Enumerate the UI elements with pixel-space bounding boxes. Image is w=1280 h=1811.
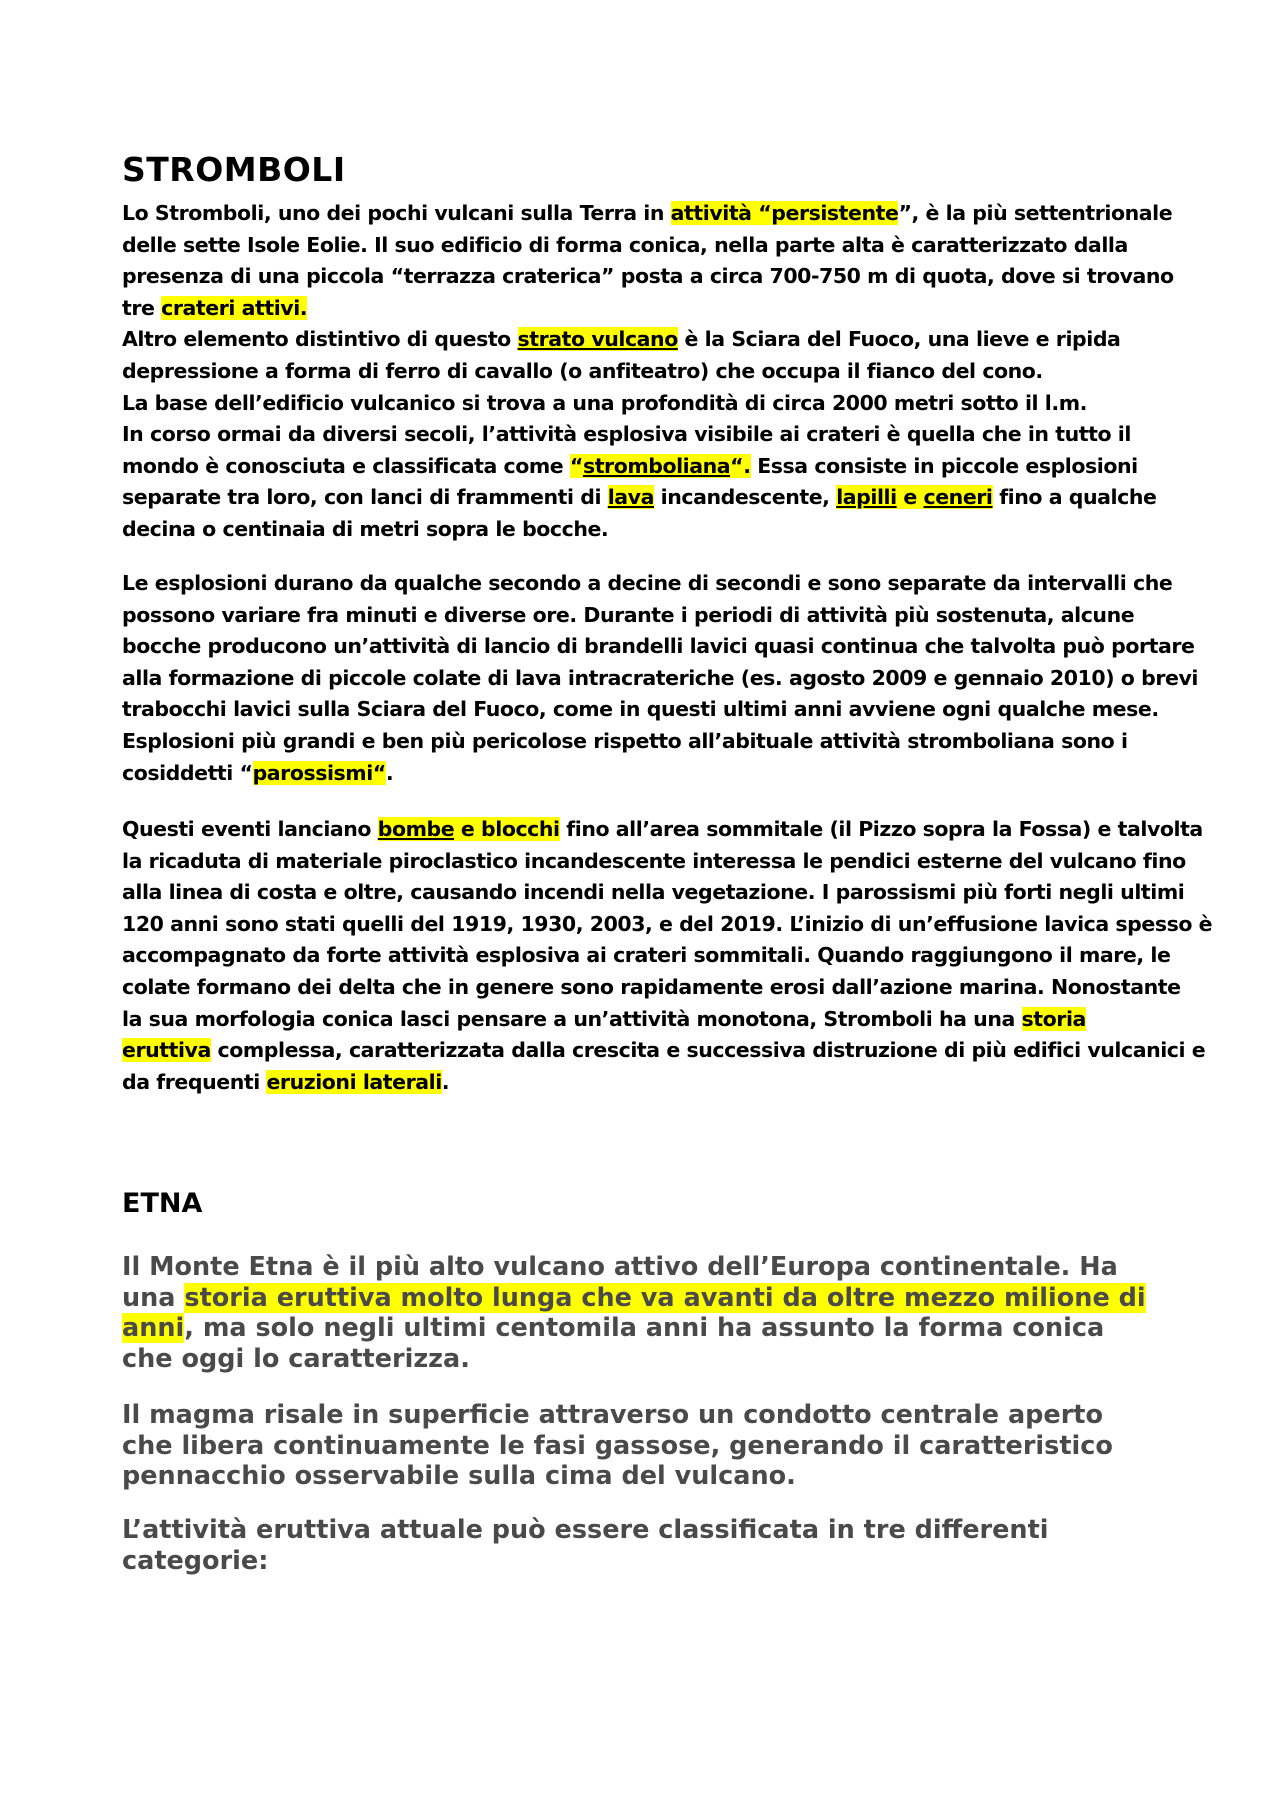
text-run: possono variare fra minuti e diverse ore. Durante i periodi di attività più sostenuta, alcune <box>122 602 1135 627</box>
text-line <box>122 1313 1146 1344</box>
text-line <box>122 1252 1146 1283</box>
text-run: incandescente, <box>653 485 837 510</box>
text-run: accompagnato da forte attività esplosiva ai crateri sommitali. Quando raggiungono il mare, le <box>122 943 1171 968</box>
text-line <box>122 726 1198 758</box>
highlighted-text: bombe <box>377 817 455 841</box>
highlighted-text: ceneri <box>923 485 993 510</box>
text-line <box>122 1035 1212 1067</box>
text-run: bocche producono un’attività di lancio di brandelli lavici quasi continua che talvolta può portare <box>122 634 1195 659</box>
highlighted-text: stromboliana <box>582 453 731 478</box>
text-run: complessa, caratterizzata dalla crescita e successiva distruzione di più edifici vulcanici e <box>210 1038 1206 1063</box>
text-run: una <box>122 1282 185 1313</box>
highlighted-text: e <box>896 485 924 510</box>
text-run: Lo Stromboli, uno dei pochi vulcani sulla Terra in <box>122 201 671 225</box>
text-run: tre <box>122 295 162 320</box>
text-run: La base dell’edificio vulcanico si trova a una profondità di circa 2000 metri sotto il l.m. <box>122 390 1087 415</box>
etna-title: ETNA <box>122 1188 203 1219</box>
text-line <box>122 909 1212 941</box>
text-run: che libera continuamente le fasi gassose, generando il caratteristico <box>122 1430 1113 1461</box>
stromboli-title: STROMBOLI <box>122 150 346 189</box>
text-line <box>122 600 1198 632</box>
text-line <box>122 694 1198 726</box>
text-run: alla linea di costa e oltre, causando incendi nella vegetazione. I parossismi più forti negli ultimi <box>122 880 1185 905</box>
text-line <box>122 1546 1049 1577</box>
highlighted-text: crateri attivi. <box>161 295 308 320</box>
text-run: che oggi lo caratterizza. <box>122 1343 470 1374</box>
text-run: cosiddetti “ <box>122 760 253 785</box>
highlighted-text: storia <box>1021 1006 1086 1031</box>
stromboli-paragraph-1 <box>122 198 1174 546</box>
text-line <box>122 388 1174 420</box>
text-line <box>122 877 1212 909</box>
text-line <box>122 356 1174 388</box>
text-line <box>122 758 1198 790</box>
highlighted-text: lava <box>607 485 654 510</box>
text-run: separate tra loro, con lanci di frammenti di <box>122 485 608 510</box>
text-run: Le esplosioni durano da qualche secondo a decine di secondi e sono separate da intervalli che <box>122 571 1173 595</box>
highlighted-text: anni <box>122 1313 185 1343</box>
etna-paragraph-3 <box>122 1515 1049 1576</box>
document-page <box>122 150 1213 1576</box>
text-run: Il Monte Etna è il più alto vulcano attivo dell’Europa continentale. Ha <box>122 1252 1118 1282</box>
text-run: è la Sciara del Fuoco, una lieve e ripida <box>677 327 1121 352</box>
text-line <box>122 568 1198 600</box>
text-line <box>122 940 1212 972</box>
text-line <box>122 324 1174 356</box>
text-run: In corso ormai da diversi secoli, l’attività esplosiva visibile ai crateri è quella che in tutto il <box>122 422 1131 447</box>
text-run: Altro elemento distintivo di questo <box>122 327 518 352</box>
text-line <box>122 198 1174 230</box>
stromboli-paragraph-2 <box>122 568 1198 789</box>
highlighted-text: strato vulcano <box>517 327 678 352</box>
text-run: . <box>441 1069 450 1094</box>
text-line <box>122 846 1212 878</box>
text-line <box>122 261 1174 293</box>
text-line <box>122 663 1198 695</box>
text-run: Questi eventi lanciano <box>122 817 378 841</box>
text-line <box>122 1515 1049 1546</box>
text-run: la ricaduta di materiale piroclastico incandescente interessa le pendici esterne del vulcano fino <box>122 848 1186 873</box>
text-line <box>122 1344 1146 1375</box>
etna-paragraph-2 <box>122 1400 1113 1492</box>
text-run: fino a qualche <box>992 485 1157 510</box>
text-run: trabocchi lavici sulla Sciara del Fuoco, come in questi ultimi anni avviene ogni qualche mese. <box>122 697 1159 722</box>
highlighted-text: “. <box>730 453 751 478</box>
text-run: Esplosioni più grandi e ben più pericolose rispetto all’abituale attività stromboliana sono i <box>122 728 1128 753</box>
text-run: decina o centinaia di metri sopra le bocche. <box>122 516 609 541</box>
text-line <box>122 514 1174 546</box>
text-run: mondo è conosciuta e classificata come <box>122 453 570 478</box>
highlighted-text: parossismi“ <box>252 760 386 785</box>
text-run: Il magma risale in superficie attraverso un condotto centrale aperto <box>122 1400 1104 1430</box>
text-line <box>122 230 1174 262</box>
text-line <box>122 1004 1212 1036</box>
text-run: 120 anni sono stati quelli del 1919, 1930, 2003, e del 2019. L’inizio di un’effusione lavica spesso è <box>122 911 1213 936</box>
text-line <box>122 972 1212 1004</box>
text-run: la sua morfologia conica lasci pensare a un’attività monotona, Stromboli ha una <box>122 1006 1022 1031</box>
text-run: da frequenti <box>122 1069 267 1094</box>
text-run: , ma solo negli ultimi centomila anni ha assunto la forma conica <box>184 1313 1105 1343</box>
text-line <box>122 451 1174 483</box>
highlighted-text: e blocchi <box>454 817 560 841</box>
text-line <box>122 1431 1113 1462</box>
stromboli-paragraph-3 <box>122 814 1212 1098</box>
text-line <box>122 1461 1113 1492</box>
text-line <box>122 814 1212 846</box>
highlighted-text: “ <box>569 453 583 478</box>
highlighted-text: eruttiva <box>122 1038 211 1063</box>
highlighted-text: attività “persistente <box>670 201 899 225</box>
text-line <box>122 631 1198 663</box>
text-run: L’attività eruttiva attuale può essere classificata in tre differenti <box>122 1515 1049 1545</box>
text-run: . <box>385 760 394 785</box>
text-line <box>122 1067 1212 1099</box>
text-run: colate formano dei delta che in genere sono rapidamente erosi dall’azione marina. Nonostante <box>122 974 1181 999</box>
text-line <box>122 419 1174 451</box>
text-line <box>122 482 1174 514</box>
text-line <box>122 293 1174 325</box>
text-run: ”, è la più settentrionale <box>898 201 1173 225</box>
text-run: categorie: <box>122 1545 269 1576</box>
text-run: fino all’area sommitale (il Pizzo sopra la Fossa) e talvolta <box>559 817 1203 841</box>
etna-paragraph-1 <box>122 1252 1146 1374</box>
text-run: alla formazione di piccole colate di lava intracrateriche (es. agosto 2009 e gennaio 2010) o brevi <box>122 665 1198 690</box>
text-run: presenza di una piccola “terrazza craterica” posta a circa 700-750 m di quota, dove si trovano <box>122 264 1174 289</box>
highlighted-text: lapilli <box>836 485 897 510</box>
text-line <box>122 1400 1113 1431</box>
text-run: delle sette Isole Eolie. Il suo edificio di forma conica, nella parte alta è caratterizzato dalla <box>122 232 1128 257</box>
highlighted-text: storia eruttiva molto lunga che va avanti da oltre mezzo milione di <box>184 1282 1146 1313</box>
highlighted-text: eruzioni laterali <box>266 1069 442 1094</box>
text-run: pennacchio osservabile sulla cima del vulcano. <box>122 1461 796 1491</box>
text-line <box>122 1283 1146 1314</box>
text-run: Essa consiste in piccole esplosioni <box>750 453 1138 478</box>
text-run: depressione a forma di ferro di cavallo (o anfiteatro) che occupa il fianco del cono. <box>122 358 1043 383</box>
